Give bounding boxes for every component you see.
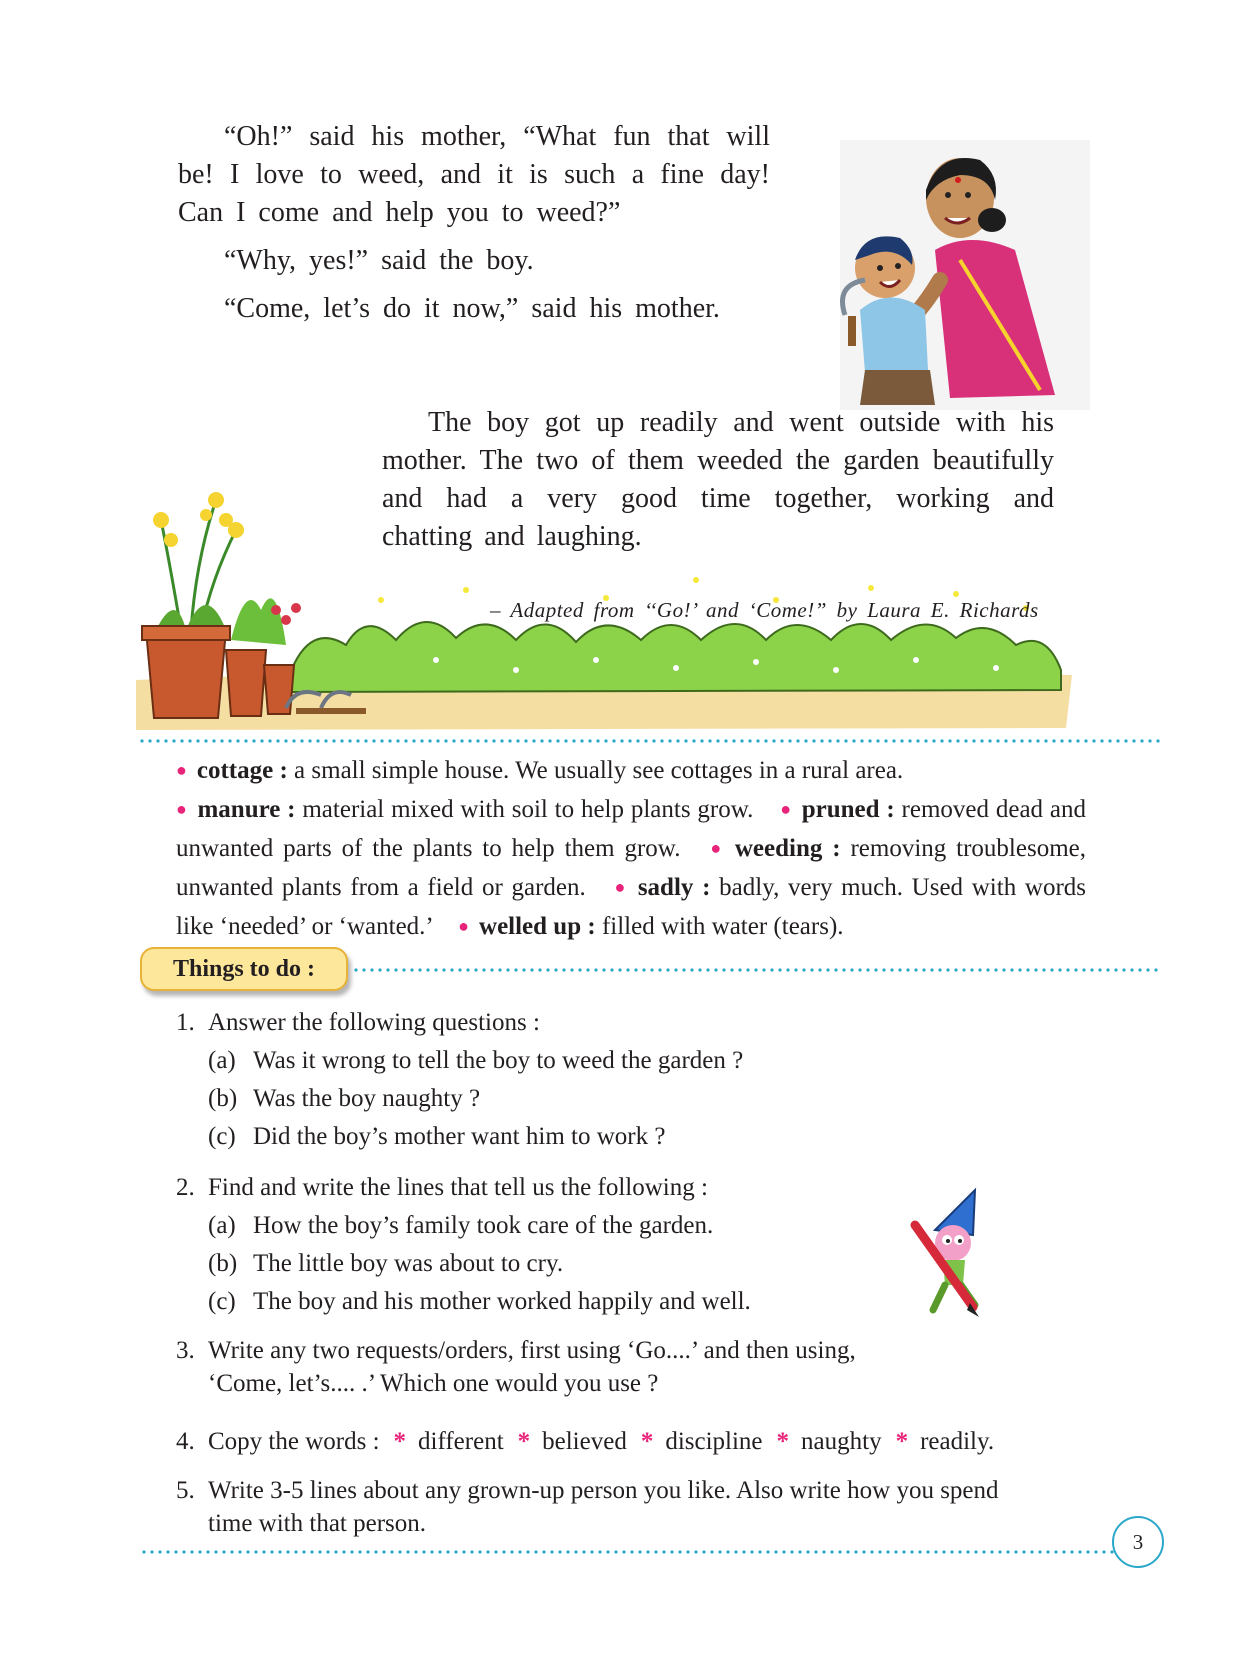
copy-word: naughty [801, 1428, 882, 1455]
bullet-icon: ● [780, 799, 792, 819]
exercise-prompt-continued: time with that person. [208, 1510, 427, 1537]
glossary-definition: filled with water (tears). [595, 913, 844, 940]
bullet-icon: ● [614, 877, 628, 897]
exercise-2 [176, 1169, 751, 1321]
question-text: The little boy was about to cry. [253, 1250, 564, 1277]
asterisk-icon: * [776, 1428, 790, 1455]
glossary-term: weeding : [734, 835, 841, 862]
dotted-divider [140, 1550, 1118, 1554]
exercise-3 [176, 1334, 856, 1400]
exercise-4 [176, 1423, 994, 1461]
question-label: (c) [208, 1288, 236, 1315]
dotted-divider [352, 968, 1160, 972]
question-text: How the boy’s family took care of the garden. [253, 1212, 714, 1239]
glossary-definition: a small simple house. We usually see cottages in a rural area. [287, 757, 904, 784]
question-label: (b) [208, 1085, 238, 1112]
copy-word: readily. [920, 1428, 995, 1455]
story-credit: – Adapted from ‘‘Go!’ and ‘Come!” by Laura E. Richards [490, 598, 1039, 622]
question-label: (c) [208, 1123, 236, 1150]
question-label: (a) [208, 1212, 236, 1239]
copy-word: different [418, 1428, 504, 1455]
glossary-definition: badly, very much. Used with words like ‘needed’ or ‘wanted.’ [176, 874, 1087, 940]
bullet-icon: ● [458, 916, 470, 936]
exercise-prompt: Write any two requests/orders, first using ‘Go....’ and then using, [208, 1337, 856, 1364]
asterisk-icon: * [895, 1428, 909, 1455]
mother-and-boy-illustration [840, 140, 1090, 410]
glossary-definition: removing troublesome, unwanted plants from a field or garden. [176, 835, 1086, 901]
story-paragraph: “Oh!” said his mother, “What fun that will be! I love to weed, and it is such a fine day! Can I come and help you to weed?” [178, 121, 770, 228]
glossary-term: welled up : [479, 913, 596, 940]
story-bottom-text [382, 404, 1054, 556]
bullet-icon: ● [710, 838, 725, 858]
question-text: The boy and his mother worked happily and well. [253, 1288, 751, 1315]
asterisk-icon: * [393, 1428, 407, 1455]
exercise-number: 5. [176, 1477, 195, 1504]
glossary-term: manure : [197, 796, 296, 823]
story-paragraph: “Why, yes!” said the boy. [224, 245, 534, 276]
question-text: Was it wrong to tell the boy to weed the garden ? [253, 1047, 744, 1074]
glossary-definition: removed dead and unwanted parts of the plants to help them grow. [176, 796, 1086, 862]
page-number: 3 [1112, 1516, 1164, 1568]
asterisk-icon: * [640, 1428, 654, 1455]
exercise-number: 3. [176, 1337, 195, 1364]
exercise-prompt-continued: ‘Come, let’s.... .’ Which one would you use ? [208, 1370, 659, 1397]
story-top-text [178, 118, 770, 328]
story-paragraph: The boy got up readily and went outside with his mother. The two of them weeded the garden beautifully and had a very good time together, working and chatting and laughing. [382, 407, 1054, 552]
question-text: Did the boy’s mother want him to work ? [253, 1123, 666, 1150]
copy-word: believed [542, 1428, 627, 1455]
glossary-term: cottage : [196, 757, 288, 784]
exercise-prompt: Answer the following questions : [208, 1009, 540, 1036]
glossary-term: pruned : [801, 796, 895, 823]
glossary [176, 752, 1086, 947]
dotted-divider [138, 739, 1160, 743]
exercise-5 [176, 1474, 1096, 1540]
exercise-prompt: Find and write the lines that tell us the following : [208, 1174, 708, 1201]
exercise-prompt: Copy the words : [208, 1428, 380, 1455]
bullet-icon: ● [176, 760, 187, 780]
bullet-icon: ● [176, 799, 188, 819]
exercise-prompt: Write 3-5 lines about any grown-up person you like. Also write how you spend [208, 1477, 999, 1504]
story-paragraph: “Come, let’s do it now,” said his mother. [224, 293, 720, 324]
exercise-number: 2. [176, 1174, 195, 1201]
question-label: (b) [208, 1250, 238, 1277]
copy-word: discipline [665, 1428, 763, 1455]
question-label: (a) [208, 1047, 236, 1074]
question-text: Was the boy naughty ? [253, 1085, 481, 1112]
asterisk-icon: * [517, 1428, 531, 1455]
things-to-do-heading: Things to do : [140, 947, 348, 991]
exercise-1 [176, 1004, 743, 1156]
exercise-number: 4. [176, 1428, 195, 1455]
exercise-number: 1. [176, 1009, 195, 1036]
glossary-definition: material mixed with soil to help plants grow. [295, 796, 754, 823]
gnome-with-pencil-illustration [895, 1185, 1005, 1320]
glossary-term: sadly : [637, 874, 711, 901]
